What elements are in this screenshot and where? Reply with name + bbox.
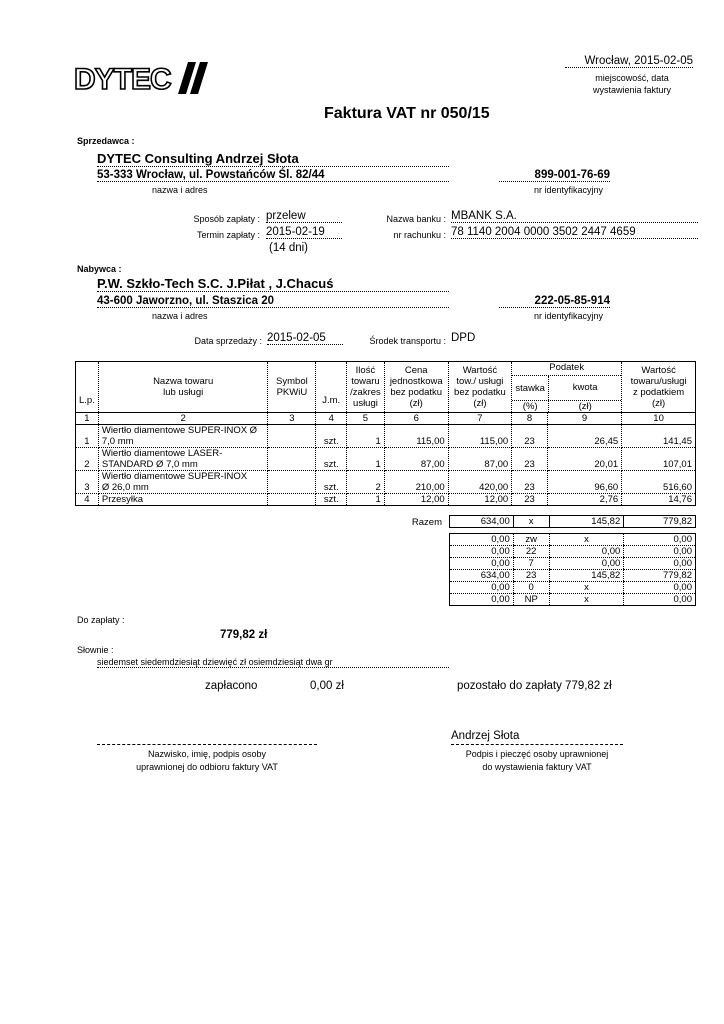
table-row bbox=[76, 448, 696, 471]
vat-rate: 23 bbox=[513, 570, 549, 582]
vat-rate: 22 bbox=[513, 546, 549, 558]
paid-label: zapłacono bbox=[205, 680, 258, 692]
vat-row bbox=[450, 582, 696, 594]
row-name: Przesyłka bbox=[98, 494, 268, 506]
col-number: 8 bbox=[512, 413, 548, 425]
buyer-nip-label: nr identyfikacyjny bbox=[534, 311, 604, 321]
header-net: Wartość tow./ usługi bez podatku (zł) bbox=[448, 362, 512, 413]
seller-nip-label: nr identyfikacyjny bbox=[534, 185, 604, 195]
vat-tax: 0,00 bbox=[549, 546, 624, 558]
account-label: nr rachunku : bbox=[393, 230, 446, 240]
total-gross: 779,82 bbox=[624, 516, 696, 528]
vat-tax: x bbox=[549, 582, 624, 594]
seller-nip: 899-001-76-69 bbox=[499, 169, 610, 182]
vat-row bbox=[450, 546, 696, 558]
vat-net: 0,00 bbox=[450, 546, 514, 558]
row-tax: 96,60 bbox=[547, 471, 621, 494]
row-lp: 1 bbox=[76, 425, 99, 448]
items-table bbox=[75, 361, 696, 506]
vat-gross: 779,82 bbox=[624, 570, 696, 582]
row-jm: szt. bbox=[316, 448, 347, 471]
vat-gross: 0,00 bbox=[624, 558, 696, 570]
row-symbol bbox=[268, 471, 316, 494]
place-date-label-1: miejscowość, data bbox=[595, 73, 669, 83]
row-tax: 26,45 bbox=[547, 425, 621, 448]
vat-gross: 0,00 bbox=[624, 534, 696, 546]
bank-name: MBANK S.A. bbox=[451, 210, 698, 223]
vat-summary-table bbox=[449, 533, 696, 606]
vat-net: 0,00 bbox=[450, 534, 514, 546]
header-qty: Ilość towaru /zakres usługi bbox=[347, 362, 385, 413]
total-label: Razem bbox=[411, 517, 442, 528]
header-name: Nazwa towaru lub usługi bbox=[98, 362, 268, 413]
seller-name: DYTEC Consulting Andrzej Słota bbox=[97, 151, 449, 167]
row-lp: 4 bbox=[76, 494, 99, 506]
buyer-address-label: nazwa i adres bbox=[152, 311, 208, 321]
row-qty: 1 bbox=[347, 494, 385, 506]
transport-label: Środek transportu : bbox=[369, 336, 446, 346]
header-jm: J.m. bbox=[316, 362, 347, 413]
vat-gross: 0,00 bbox=[624, 546, 696, 558]
row-lp: 2 bbox=[76, 448, 99, 471]
logo-text: DYTEC bbox=[74, 63, 171, 96]
row-rate: 23 bbox=[512, 425, 548, 448]
row-lp: 3 bbox=[76, 471, 99, 494]
row-net: 420,00 bbox=[448, 471, 512, 494]
row-name: Wiertło diamentowe SUPER-INOX Ø 7,0 mm bbox=[98, 425, 268, 448]
vat-rate: 0 bbox=[513, 582, 549, 594]
vat-tax: x bbox=[549, 594, 624, 606]
col-number: 7 bbox=[448, 413, 512, 425]
table-row bbox=[76, 494, 696, 506]
transport: DPD bbox=[451, 332, 476, 344]
row-net: 87,00 bbox=[448, 448, 512, 471]
row-price: 210,00 bbox=[384, 471, 448, 494]
row-price: 12,00 bbox=[384, 494, 448, 506]
row-net: 115,00 bbox=[448, 425, 512, 448]
bank-label: Nazwa banku : bbox=[386, 214, 446, 224]
vat-row bbox=[450, 594, 696, 606]
paid-amount: 0,00 zł bbox=[310, 680, 344, 692]
to-pay-amount: 779,82 zł bbox=[220, 629, 268, 641]
row-qty: 1 bbox=[347, 425, 385, 448]
row-gross: 14,76 bbox=[622, 494, 696, 506]
col-number: 3 bbox=[268, 413, 316, 425]
vat-tax: x bbox=[549, 534, 624, 546]
issuer-name: Andrzej Słota bbox=[451, 730, 520, 742]
col-number: 6 bbox=[384, 413, 448, 425]
row-jm: szt. bbox=[316, 471, 347, 494]
receiver-signature-line bbox=[97, 744, 317, 745]
row-rate: 23 bbox=[512, 494, 548, 506]
row-gross: 107,01 bbox=[622, 448, 696, 471]
vat-tax: 145,82 bbox=[549, 570, 624, 582]
sale-date-label: Data sprzedaży : bbox=[194, 336, 262, 346]
place-date-label-2: wystawienia faktury bbox=[592, 85, 672, 95]
vat-gross: 0,00 bbox=[624, 582, 696, 594]
vat-rate: 7 bbox=[513, 558, 549, 570]
row-jm: szt. bbox=[316, 425, 347, 448]
table-row bbox=[76, 471, 696, 494]
vat-net: 0,00 bbox=[491, 594, 510, 605]
place-date: Wrocław, 2015-02-05 bbox=[565, 55, 693, 68]
row-gross: 516,60 bbox=[622, 471, 696, 494]
row-tax: 2,76 bbox=[547, 494, 621, 506]
total-tax: 145,82 bbox=[549, 516, 624, 528]
vat-row bbox=[450, 570, 696, 582]
due-date: 2015-02-19 bbox=[266, 226, 342, 239]
row-rate: 23 bbox=[512, 448, 548, 471]
payment-days: (14 dni) bbox=[269, 242, 308, 254]
sale-date: 2015-02-05 bbox=[267, 332, 343, 345]
row-tax: 20,01 bbox=[547, 448, 621, 471]
row-rate: 23 bbox=[512, 471, 548, 494]
table-row bbox=[76, 425, 696, 448]
row-jm: szt. bbox=[316, 494, 347, 506]
col-number: 9 bbox=[547, 413, 621, 425]
buyer-nip: 222-05-85-914 bbox=[499, 295, 610, 308]
vat-rate: NP bbox=[513, 594, 549, 606]
issuer-signature-line bbox=[451, 744, 623, 745]
row-gross: 141,45 bbox=[622, 425, 696, 448]
to-pay-label: Do zapłaty : bbox=[77, 615, 125, 625]
col-number: 1 bbox=[76, 413, 99, 425]
words-label: Słownie : bbox=[77, 645, 114, 655]
row-symbol bbox=[268, 425, 316, 448]
invoice-title: Faktura VAT nr 050/15 bbox=[324, 105, 490, 122]
company-logo bbox=[72, 58, 210, 98]
row-price: 87,00 bbox=[384, 448, 448, 471]
header-gross: Wartość towaru/usługi z podatkiem (zł) bbox=[622, 362, 696, 413]
vat-rate: zw bbox=[513, 534, 549, 546]
payment-method: przelew bbox=[266, 210, 342, 223]
header-symbol: Symbol PKWiU bbox=[268, 362, 316, 413]
amount-in-words: siedemset siedemdziesiąt dziewięć zł osiemdziesiąt dwa gr bbox=[97, 657, 449, 668]
vat-net: 634,00 bbox=[450, 570, 514, 582]
col-number: 10 bbox=[622, 413, 696, 425]
issuer-sig-label-2: do wystawienia faktury VAT bbox=[482, 762, 592, 772]
header-price: Cena jednostkowa bez podatku (zł) bbox=[384, 362, 448, 413]
header-lp: L.p. bbox=[76, 362, 99, 413]
receiver-sig-label-2: uprawnionej do odbioru faktury VAT bbox=[136, 762, 278, 772]
seller-address: 53-333 Wrocław, ul. Powstańców Śl. 82/44 bbox=[97, 169, 449, 182]
col-number: 4 bbox=[316, 413, 347, 425]
row-name: Wiertło diamentowe SUPER-INOX Ø 26,0 mm bbox=[98, 471, 268, 494]
row-price: 115,00 bbox=[384, 425, 448, 448]
row-qty: 1 bbox=[347, 448, 385, 471]
buyer-name: P.W. Szkło-Tech S.C. J.Piłat , J.Chacuś bbox=[97, 276, 449, 292]
vat-net: 0,00 bbox=[450, 582, 514, 594]
buyer-address: 43-600 Jaworzno, ul. Staszica 20 bbox=[97, 295, 449, 308]
seller-heading: Sprzedawca : bbox=[77, 136, 135, 146]
column-numbers-row bbox=[76, 413, 696, 425]
payment-method-label: Sposób zapłaty : bbox=[193, 214, 260, 224]
buyer-heading: Nabywca : bbox=[77, 264, 122, 274]
total-rate: x bbox=[513, 516, 549, 528]
vat-net: 0,00 bbox=[450, 558, 514, 570]
row-name: Wiertło diamentowe LASER- STANDARD Ø 7,0 mm bbox=[98, 448, 268, 471]
due-date-label: Termin zapłaty : bbox=[196, 230, 260, 240]
remaining-amount: pozostało do zapłaty 779,82 zł bbox=[457, 680, 612, 692]
total-table bbox=[449, 515, 696, 528]
total-net: 634,00 bbox=[450, 516, 514, 528]
vat-row bbox=[450, 558, 696, 570]
account-number: 78 1140 2004 0000 3502 2447 4659 bbox=[451, 226, 698, 239]
row-qty: 2 bbox=[347, 471, 385, 494]
row-symbol bbox=[268, 448, 316, 471]
col-number: 2 bbox=[98, 413, 268, 425]
row-symbol bbox=[268, 494, 316, 506]
total-row bbox=[450, 516, 696, 528]
seller-address-label: nazwa i adres bbox=[152, 185, 208, 195]
row-net: 12,00 bbox=[448, 494, 512, 506]
issuer-sig-label-1: Podpis i pieczęć osoby uprawnionej bbox=[465, 749, 609, 759]
vat-row bbox=[450, 534, 696, 546]
vat-gross: 0,00 bbox=[624, 594, 696, 606]
vat-tax: 0,00 bbox=[549, 558, 624, 570]
col-number: 5 bbox=[347, 413, 385, 425]
receiver-sig-label-1: Nazwisko, imię, podpis osoby bbox=[147, 749, 267, 759]
header-tax: Podatek stawka kwota (%) (zł) bbox=[512, 362, 622, 413]
